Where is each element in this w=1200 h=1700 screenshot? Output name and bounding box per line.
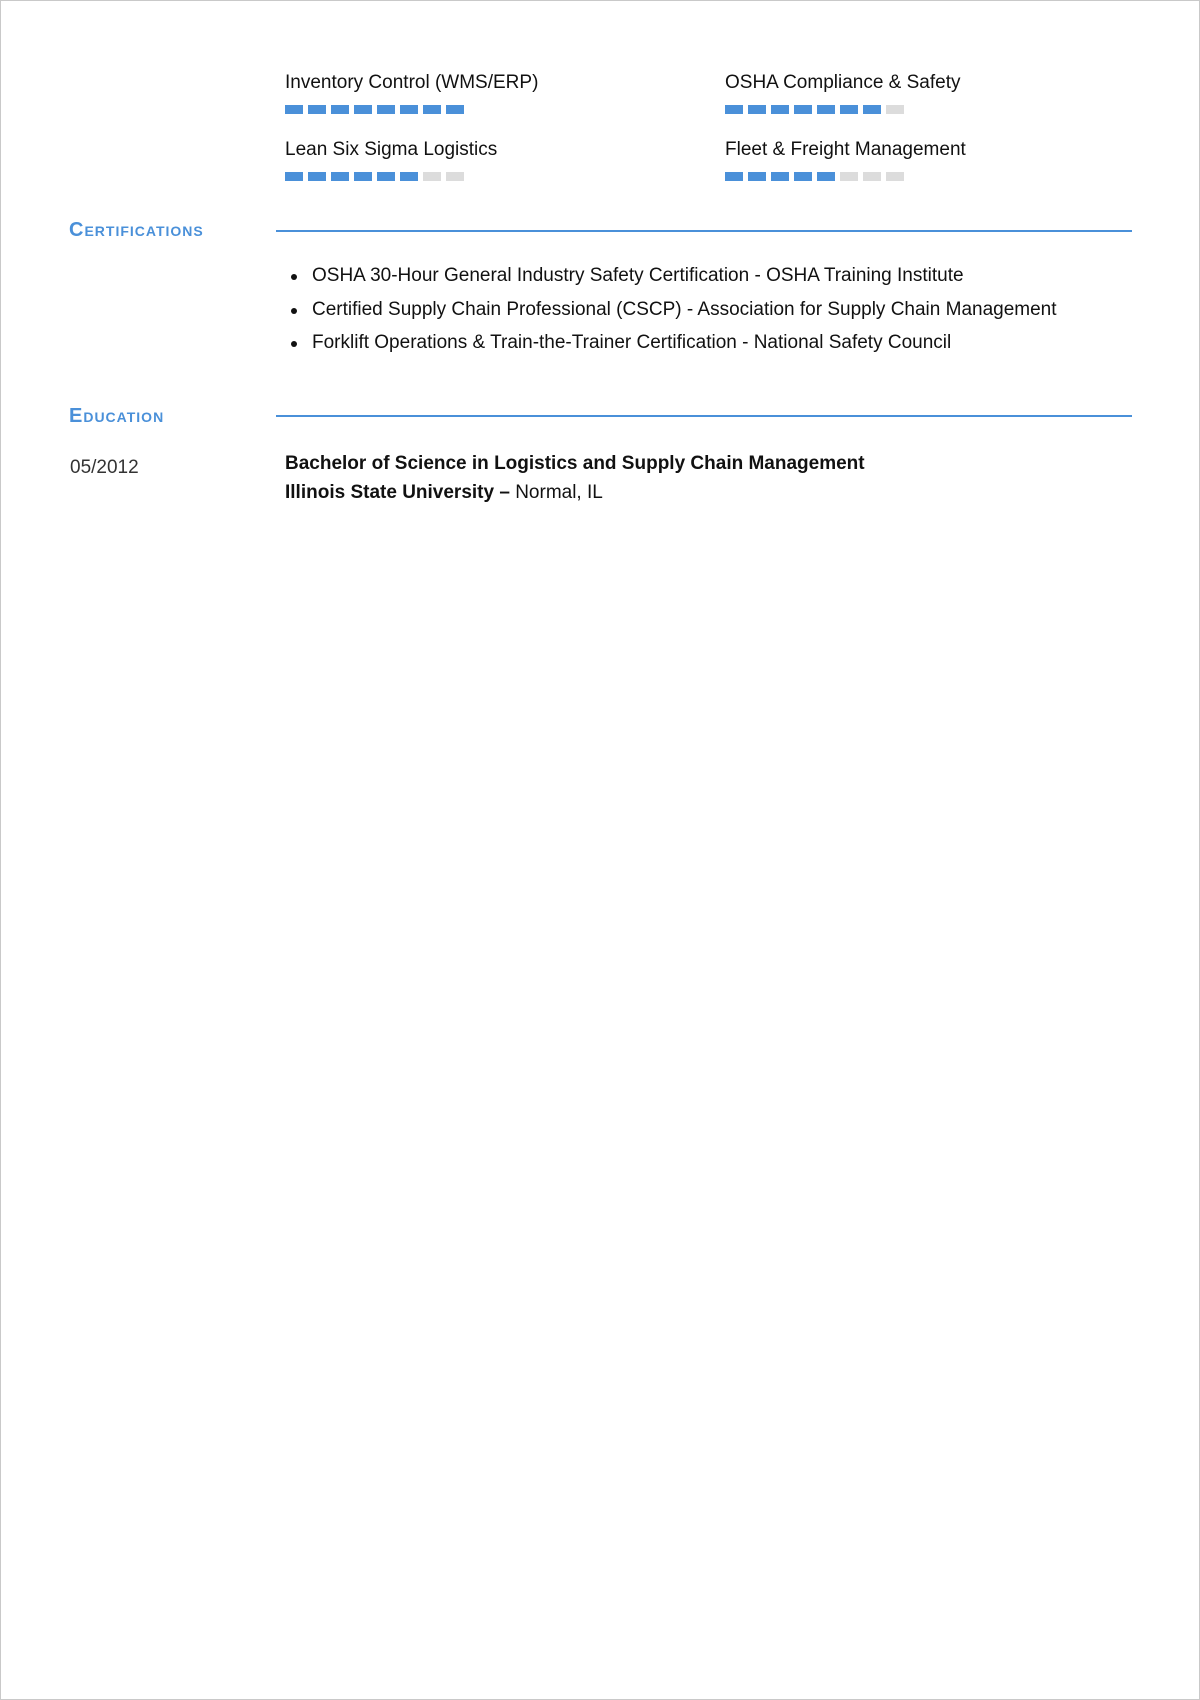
certifications-heading: Certifications <box>69 219 204 241</box>
education-separator: – <box>494 482 516 503</box>
rating-segment-filled <box>285 172 303 181</box>
rating-segment-filled <box>840 105 858 114</box>
rating-segment-empty <box>886 105 904 114</box>
rating-segment-filled <box>817 105 835 114</box>
education-divider <box>276 415 1132 417</box>
certification-item: OSHA 30-Hour General Industry Safety Certification - OSHA Training Institute <box>285 265 1057 287</box>
skill-item <box>285 139 497 181</box>
skill-name: Fleet & Freight Management <box>725 139 966 160</box>
rating-segment-filled <box>748 172 766 181</box>
certification-item: Certified Supply Chain Professional (CSCP) - Association for Supply Chain Management <box>285 299 1057 321</box>
education-degree: Bachelor of Science in Logistics and Supply Chain Management <box>285 453 865 474</box>
rating-segment-empty <box>840 172 858 181</box>
education-school-line <box>285 482 603 504</box>
skill-name: Lean Six Sigma Logistics <box>285 139 498 160</box>
rating-segment-filled <box>794 172 812 181</box>
rating-segment-empty <box>446 172 464 181</box>
skill-item <box>725 72 961 114</box>
rating-segment-filled <box>423 105 441 114</box>
rating-segment-filled <box>354 172 372 181</box>
rating-segment-filled <box>331 105 349 114</box>
rating-segment-filled <box>400 172 418 181</box>
rating-segment-filled <box>817 172 835 181</box>
rating-segment-filled <box>331 172 349 181</box>
rating-segment-filled <box>377 105 395 114</box>
rating-segment-filled <box>446 105 464 114</box>
certifications-list <box>285 265 1057 366</box>
rating-segment-filled <box>748 105 766 114</box>
skill-rating-bar <box>285 105 538 114</box>
rating-segment-empty <box>863 172 881 181</box>
rating-segment-filled <box>771 105 789 114</box>
certifications-divider <box>276 230 1132 232</box>
education-date: 05/2012 <box>70 457 139 478</box>
rating-segment-filled <box>308 172 326 181</box>
rating-segment-filled <box>794 105 812 114</box>
skill-name: OSHA Compliance & Safety <box>725 72 961 93</box>
rating-segment-filled <box>354 105 372 114</box>
rating-segment-filled <box>771 172 789 181</box>
skill-name: Inventory Control (WMS/ERP) <box>285 72 539 93</box>
skill-item <box>285 72 538 114</box>
rating-segment-filled <box>308 105 326 114</box>
education-location: Normal, IL <box>515 482 603 503</box>
education-school: Illinois State University <box>285 482 495 503</box>
rating-segment-filled <box>377 172 395 181</box>
rating-segment-filled <box>400 105 418 114</box>
certification-item: Forklift Operations & Train-the-Trainer Certification - National Safety Council <box>285 332 1057 354</box>
skill-rating-bar <box>725 172 966 181</box>
rating-segment-filled <box>725 172 743 181</box>
rating-segment-filled <box>725 105 743 114</box>
rating-segment-filled <box>285 105 303 114</box>
rating-segment-filled <box>863 105 881 114</box>
rating-segment-empty <box>886 172 904 181</box>
rating-segment-empty <box>423 172 441 181</box>
skill-item <box>725 139 966 181</box>
skill-rating-bar <box>725 105 961 114</box>
education-heading: Education <box>69 405 165 427</box>
skill-rating-bar <box>285 172 497 181</box>
